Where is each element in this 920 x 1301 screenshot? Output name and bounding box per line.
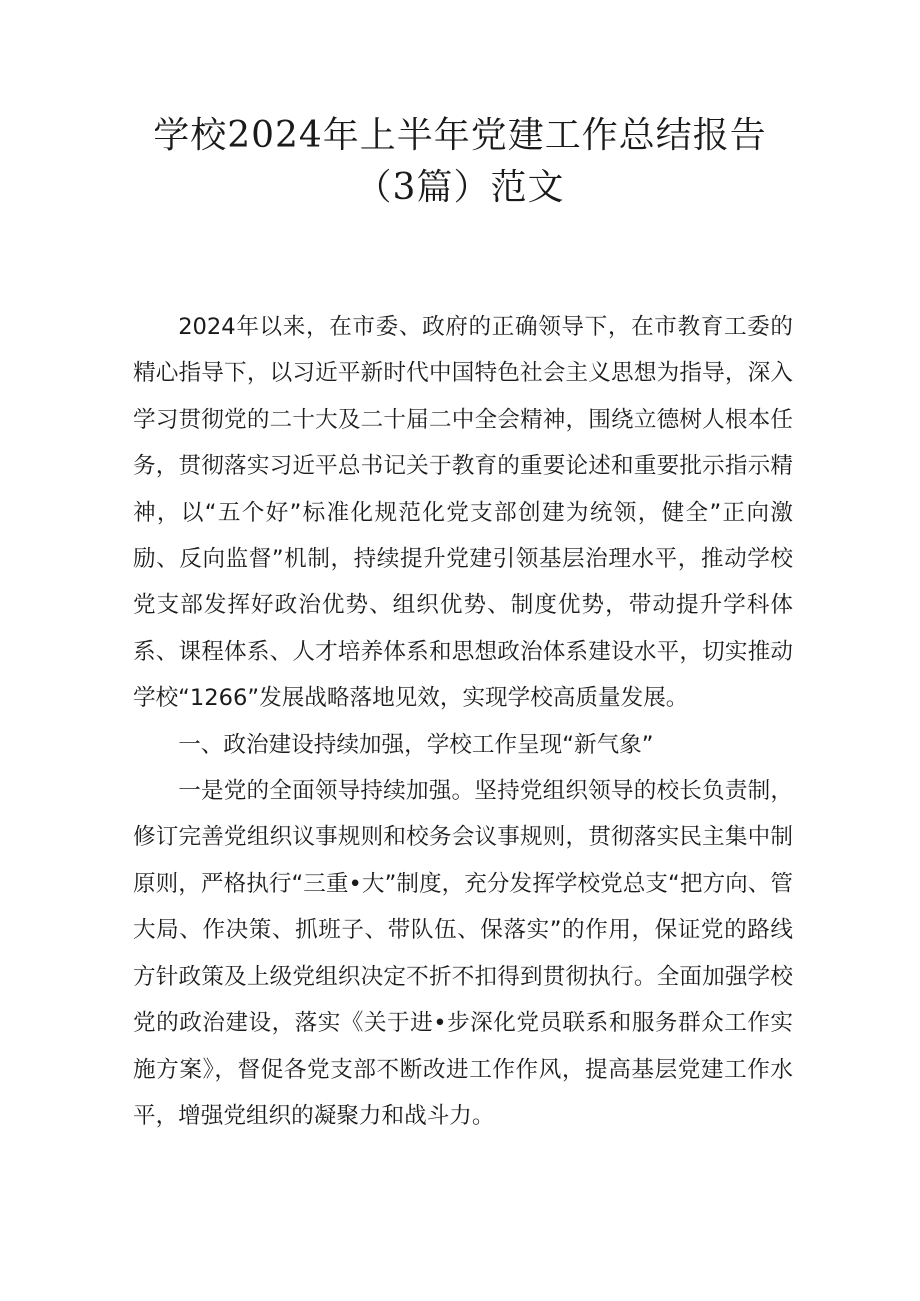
document-title: 学校2024年上半年党建工作总结报告（3篇）范文 xyxy=(153,115,767,208)
section-heading: 一、政治建设持续加强，学校工作呈现“新气象” xyxy=(178,731,654,758)
intro-paragraph: 2024年以来，在市委、政府的正确领导下，在市教育工委的精心指导下，以习近平新时代中国特色社会主义思想为指导，深入学习贯彻党的二十大及二十届二中全会精神，围绕立德树人根本任务，贯彻落实习近平总书记关于教育的重要论述和重要批示指示精神，以“五个好”标准化规范化党支部创建为统领，健全”正向激励、反向监督”机制，持续提升党建引领基层治理水平，推动学校党支部发挥好政治优势、组织优势、制度优势，带动提升学科体系、课程体系、人才培养体系和思想政治体系建设水平，切实推动学校“1266”发展战略落地见效，实现学校高质量发展。 xyxy=(133,314,793,712)
document-body xyxy=(133,304,793,1139)
body-paragraph: 一是党的全面领导持续加强。坚持党组织领导的校长负责制，修订完善党组织议事规则和校务会议事规则，贯彻落实民主集中制原则，严格执行“三重•大”制度，充分发挥学校党总支“把方向、管大局、作决策、抓班子、带队伍、保落实”的作用，保证党的路线方针政策及上级党组织决定不折不扣得到贯彻执行。全面加强学校党的政治建设，落实《关于进•步深化党员联系和服务群众工作实施方案》，督促各党支部不断改进工作作风，提高基层党建工作水平，增强党组织的凝聚力和战斗力。 xyxy=(133,778,793,1129)
